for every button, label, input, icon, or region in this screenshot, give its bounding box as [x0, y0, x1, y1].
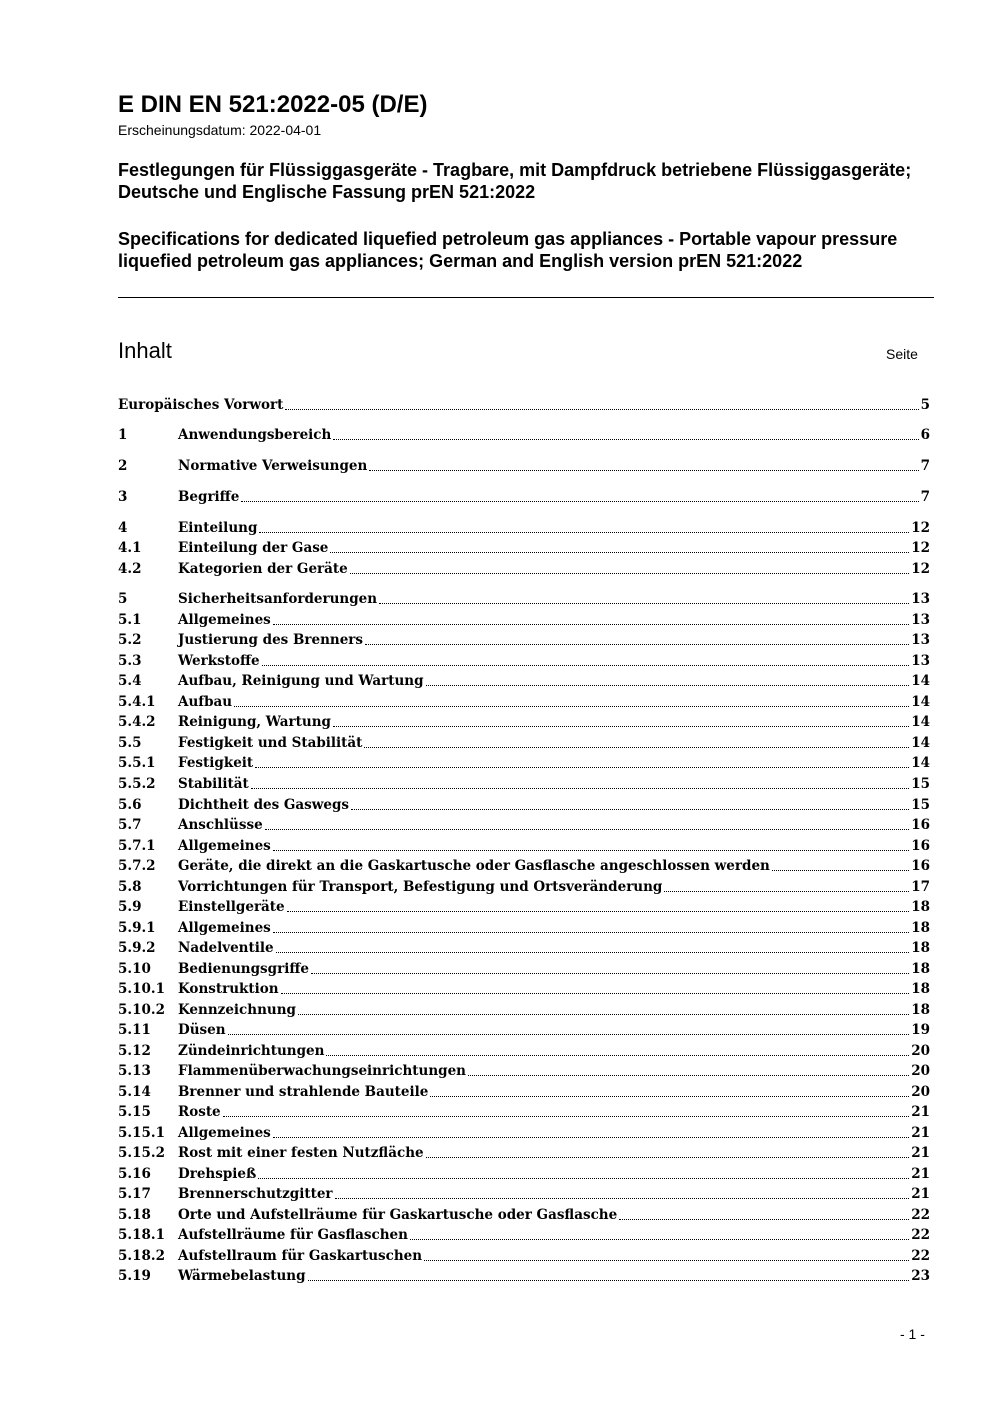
toc-entry[interactable]: [118, 897, 930, 917]
toc-entry-label: Bedienungsgriffe: [178, 961, 309, 977]
toc-entry[interactable]: [118, 1020, 930, 1040]
toc-entry-page: 7: [920, 458, 930, 474]
english-title: Specifications for dedicated liquefied petroleum gas appliances - Portable vapour pressure liquefied petroleum gas appliances; German and English version prEN 521:2022: [118, 229, 898, 271]
toc-dot-leader: [273, 1137, 909, 1138]
toc-dot-leader: [273, 850, 909, 851]
toc-entry-number: 5.11: [118, 1022, 151, 1038]
toc-dot-leader: [430, 1096, 909, 1097]
toc-entry-number: 2: [118, 458, 128, 474]
toc-entry-label: Anschlüsse: [178, 817, 263, 833]
toc-entry-number: 5.5.1: [118, 755, 156, 771]
toc-entry[interactable]: [118, 774, 930, 794]
toc-entry-number: 5.10: [118, 961, 151, 977]
toc-entry-label: Anwendungsbereich: [178, 427, 332, 443]
toc-entry[interactable]: [118, 733, 930, 753]
toc-entry-number: 5.15.2: [118, 1145, 165, 1161]
toc-entry-number: 5.6: [118, 797, 142, 813]
toc-entry-page: 5: [920, 397, 930, 413]
toc-entry-label: Dichtheit des Gaswegs: [178, 797, 350, 813]
toc-entry-number: 5.10.2: [118, 1002, 165, 1018]
toc-dot-leader: [333, 726, 909, 727]
toc-entry-page: 18: [911, 899, 930, 915]
toc-dot-leader: [276, 952, 910, 953]
toc-dot-leader: [365, 644, 909, 645]
toc-entry-label: Rost mit einer festen Nutzfläche: [178, 1145, 424, 1161]
toc-entry-label: Allgemeines: [178, 920, 271, 936]
toc-entry-number: 5.4: [118, 673, 142, 689]
toc-entry-page: 14: [911, 755, 930, 771]
toc-entry-number: 5.7.1: [118, 838, 156, 854]
toc-entry-page: 14: [911, 714, 930, 730]
toc-dot-leader: [351, 809, 909, 810]
toc-entry[interactable]: [118, 671, 930, 691]
toc-entry-number: 4: [118, 520, 128, 536]
toc-entry[interactable]: [118, 712, 930, 732]
toc-entry-page: 20: [911, 1043, 930, 1059]
toc-entry-page: 21: [911, 1186, 930, 1202]
toc-entry-label: Orte und Aufstellräume für Gaskartusche oder Gasflasche: [178, 1207, 618, 1223]
toc-dot-leader: [335, 1198, 910, 1199]
toc-entry-number: 5.5.2: [118, 776, 156, 792]
toc-entry-page: 17: [911, 879, 930, 895]
toc-entry-label: Einteilung: [178, 520, 258, 536]
toc-entry[interactable]: [118, 836, 930, 856]
toc-entry-label: Allgemeines: [178, 838, 271, 854]
toc-entry-page: 18: [911, 981, 930, 997]
toc-entry-page: 14: [911, 694, 930, 710]
german-title: Festlegungen für Flüssiggasgeräte - Tragbare, mit Dampfdruck betriebene Flüssiggasgeräte; Deutsche und Englische Fassung prEN 521:2022: [118, 160, 912, 202]
toc-entry-page: 21: [911, 1125, 930, 1141]
toc-entry-page: 21: [911, 1145, 930, 1161]
toc-entry-number: 5.5: [118, 735, 142, 751]
toc-entry[interactable]: [118, 1205, 930, 1225]
toc-entry-page: 19: [911, 1022, 930, 1038]
toc-dot-leader: [350, 573, 909, 574]
toc-entry-number: 4.2: [118, 561, 142, 577]
toc-entry-number: 5.8: [118, 879, 142, 895]
toc-entry-number: 5.18.1: [118, 1227, 165, 1243]
toc-entry-number: 5.4.1: [118, 694, 156, 710]
toc-entry-label: Allgemeines: [178, 1125, 271, 1141]
toc-entry-label: Werkstoffe: [178, 653, 260, 669]
toc-entry-number: 5.2: [118, 632, 142, 648]
toc-dot-leader: [369, 470, 918, 471]
toc-dot-leader: [234, 706, 909, 707]
toc-entry-page: 20: [911, 1084, 930, 1100]
toc-entry-number: 1: [118, 427, 128, 443]
toc-entry[interactable]: [118, 518, 930, 538]
toc-entry-page: 14: [911, 735, 930, 751]
toc-dot-leader: [333, 439, 918, 440]
toc-entry[interactable]: [118, 1123, 930, 1143]
toc-dot-leader: [426, 1157, 910, 1158]
toc-entry[interactable]: [118, 630, 930, 650]
toc-entry-page: 22: [911, 1248, 930, 1264]
toc-dot-leader: [424, 1260, 909, 1261]
toc-entry[interactable]: [118, 1082, 930, 1102]
toc-entry-number: 5.10.1: [118, 981, 165, 997]
toc-entry[interactable]: [118, 651, 930, 671]
toc-dot-leader: [468, 1075, 909, 1076]
toc-entry-label: Aufstellräume für Gasflaschen: [178, 1227, 408, 1243]
toc-dot-leader: [330, 552, 909, 553]
toc-entry-label: Kennzeichnung: [178, 1002, 296, 1018]
toc-entry[interactable]: [118, 425, 930, 445]
toc-dot-leader: [772, 870, 909, 871]
toc-entry-page: 15: [911, 797, 930, 813]
toc-entry[interactable]: [118, 938, 930, 958]
toc-entry-page: 16: [911, 858, 930, 874]
toc-dot-leader: [281, 993, 910, 994]
toc-dot-leader: [258, 1178, 909, 1179]
toc-entry-page: 13: [911, 632, 930, 648]
toc-entry-number: 5.18.2: [118, 1248, 165, 1264]
toc-dot-leader: [619, 1219, 909, 1220]
toc-entry-page: 13: [911, 653, 930, 669]
toc-entry-page: 15: [911, 776, 930, 792]
toc-entry-number: 5.7: [118, 817, 142, 833]
toc-entry-number: 5.16: [118, 1166, 151, 1182]
toc-entry-label: Brenner und strahlende Bauteile: [178, 1084, 429, 1100]
toc-entry-label: Europäisches Vorwort: [118, 397, 284, 413]
toc-entry[interactable]: [118, 1041, 930, 1061]
toc-entry-page: 12: [911, 520, 930, 536]
toc-entry-page: 16: [911, 838, 930, 854]
toc-dot-leader: [287, 911, 910, 912]
toc-entry-label: Konstruktion: [178, 981, 279, 997]
toc-entry-page: 20: [911, 1063, 930, 1079]
toc-entry-label: Geräte, die direkt an die Gaskartusche oder Gasflasche angeschlossen werden: [178, 858, 770, 874]
page-number: - 1 -: [900, 1326, 925, 1342]
toc-entry-page: 18: [911, 920, 930, 936]
toc-dot-leader: [298, 1014, 909, 1015]
toc-entry[interactable]: [118, 487, 930, 507]
toc-entry-number: 5.14: [118, 1084, 151, 1100]
toc-entry[interactable]: [118, 1225, 930, 1245]
toc-entry[interactable]: [118, 856, 930, 876]
toc-entry[interactable]: [118, 1164, 930, 1184]
toc-dot-leader: [379, 603, 909, 604]
toc-entry-page: 16: [911, 817, 930, 833]
toc-entry-label: Vorrichtungen für Transport, Befestigung und Ortsveränderung: [178, 879, 663, 895]
document-title: E DIN EN 521:2022-05 (D/E): [118, 91, 428, 118]
toc-entry-page: 18: [911, 940, 930, 956]
toc-entry[interactable]: [118, 1000, 930, 1020]
toc-entry[interactable]: [118, 795, 930, 815]
toc-entry-label: Drehspieß: [178, 1166, 257, 1182]
toc-entry-page: 12: [911, 540, 930, 556]
toc-entry-number: 5: [118, 591, 128, 607]
toc-dot-leader: [426, 685, 910, 686]
toc-dot-leader: [265, 829, 910, 830]
toc-entry-number: 5.15: [118, 1104, 151, 1120]
toc-entry-number: 5.1: [118, 612, 142, 628]
toc-dot-leader: [285, 409, 918, 410]
toc-entry[interactable]: [118, 610, 930, 630]
toc-entry-page: 14: [911, 673, 930, 689]
toc-dot-leader: [255, 767, 909, 768]
toc-entry-label: Begriffe: [178, 489, 240, 505]
toc-entry-number: 5.9: [118, 899, 142, 915]
toc-entry[interactable]: [118, 1102, 930, 1122]
toc-entry[interactable]: [118, 1184, 930, 1204]
toc-entry[interactable]: [118, 979, 930, 999]
toc-entry[interactable]: [118, 456, 930, 476]
toc-entry[interactable]: [118, 918, 930, 938]
toc-entry-number: 5.13: [118, 1063, 151, 1079]
toc-entry-number: 4.1: [118, 540, 142, 556]
toc-dot-leader: [259, 532, 909, 533]
toc-entry[interactable]: [118, 1061, 930, 1081]
toc-entry-label: Einteilung der Gase: [178, 540, 329, 556]
publication-date: Erscheinungsdatum: 2022-04-01: [118, 122, 322, 138]
toc-dot-leader: [364, 747, 909, 748]
toc-entry[interactable]: [118, 753, 930, 773]
toc-entry[interactable]: [118, 959, 930, 979]
toc-entry-page: 22: [911, 1207, 930, 1223]
toc-dot-leader: [410, 1239, 909, 1240]
toc-entry-label: Reinigung, Wartung: [178, 714, 331, 730]
toc-page-heading: Seite: [886, 346, 918, 362]
toc-entry-label: Stabilität: [178, 776, 249, 792]
toc-entry-number: 3: [118, 489, 128, 505]
toc-dot-leader: [241, 501, 918, 502]
toc-dot-leader: [664, 891, 909, 892]
toc-entry-label: Zündeinrichtungen: [178, 1043, 325, 1059]
toc-entry-label: Aufbau: [178, 694, 233, 710]
toc-entry-label: Kategorien der Geräte: [178, 561, 348, 577]
toc-entry-number: 5.3: [118, 653, 142, 669]
toc-dot-leader: [326, 1055, 909, 1056]
header-divider: [118, 297, 934, 298]
toc-dot-leader: [228, 1034, 910, 1035]
toc-entry-label: Nadelventile: [178, 940, 274, 956]
toc-entry-page: 13: [911, 591, 930, 607]
toc-entry-page: 6: [920, 427, 930, 443]
toc-entry-page: 18: [911, 1002, 930, 1018]
toc-entry-page: 18: [911, 961, 930, 977]
toc-entry-label: Festigkeit: [178, 755, 254, 771]
toc-entry-label: Sicherheitsanforderungen: [178, 591, 378, 607]
toc-entry-label: Düsen: [178, 1022, 226, 1038]
toc-entry[interactable]: [118, 1246, 930, 1266]
toc-entry-page: 12: [911, 561, 930, 577]
toc-entry-label: Aufstellraum für Gaskartuschen: [178, 1248, 423, 1264]
toc-dot-leader: [262, 665, 910, 666]
toc-heading: Inhalt: [118, 338, 172, 363]
toc-entry-label: Einstellgeräte: [178, 899, 285, 915]
toc-entry[interactable]: [118, 395, 930, 415]
toc-entry[interactable]: [118, 1266, 930, 1286]
toc-entry-label: Aufbau, Reinigung und Wartung: [178, 673, 424, 689]
toc-entry-label: Roste: [178, 1104, 221, 1120]
toc-entry-label: Wärmebelastung: [178, 1268, 306, 1284]
toc-entry-label: Normative Verweisungen: [178, 458, 368, 474]
toc-entry-label: Festigkeit und Stabilität: [178, 735, 363, 751]
toc-entry-label: Brennerschutzgitter: [178, 1186, 333, 1202]
toc-entry-label: Flammenüberwachungseinrichtungen: [178, 1063, 466, 1079]
toc-entry-number: 5.9.2: [118, 940, 156, 956]
toc-entry-number: 5.12: [118, 1043, 151, 1059]
toc-entry[interactable]: [118, 692, 930, 712]
toc-entry-number: 5.15.1: [118, 1125, 165, 1141]
toc-dot-leader: [251, 788, 909, 789]
toc-entry[interactable]: [118, 1143, 930, 1163]
toc-entry-number: 5.7.2: [118, 858, 156, 874]
toc-entry[interactable]: [118, 538, 930, 558]
toc-dot-leader: [273, 624, 909, 625]
toc-entry-label: Allgemeines: [178, 612, 271, 628]
toc-entry[interactable]: [118, 815, 930, 835]
toc-dot-leader: [308, 1280, 910, 1281]
toc-entry-page: 21: [911, 1104, 930, 1120]
toc-dot-leader: [311, 973, 909, 974]
toc-entry[interactable]: [118, 589, 930, 609]
toc-entry-page: 13: [911, 612, 930, 628]
toc-entry-number: 5.9.1: [118, 920, 156, 936]
toc-entry-number: 5.19: [118, 1268, 151, 1284]
toc-dot-leader: [223, 1116, 910, 1117]
toc-entry[interactable]: [118, 559, 930, 579]
toc-entry-page: 23: [911, 1268, 930, 1284]
toc-entry-page: 7: [920, 489, 930, 505]
toc-entry-number: 5.17: [118, 1186, 151, 1202]
toc-entry-label: Justierung des Brenners: [178, 632, 364, 648]
toc-dot-leader: [273, 932, 909, 933]
toc-entry-number: 5.18: [118, 1207, 151, 1223]
toc-entry[interactable]: [118, 877, 930, 897]
toc-entry-page: 21: [911, 1166, 930, 1182]
toc-entry-number: 5.4.2: [118, 714, 156, 730]
toc-entry-page: 22: [911, 1227, 930, 1243]
